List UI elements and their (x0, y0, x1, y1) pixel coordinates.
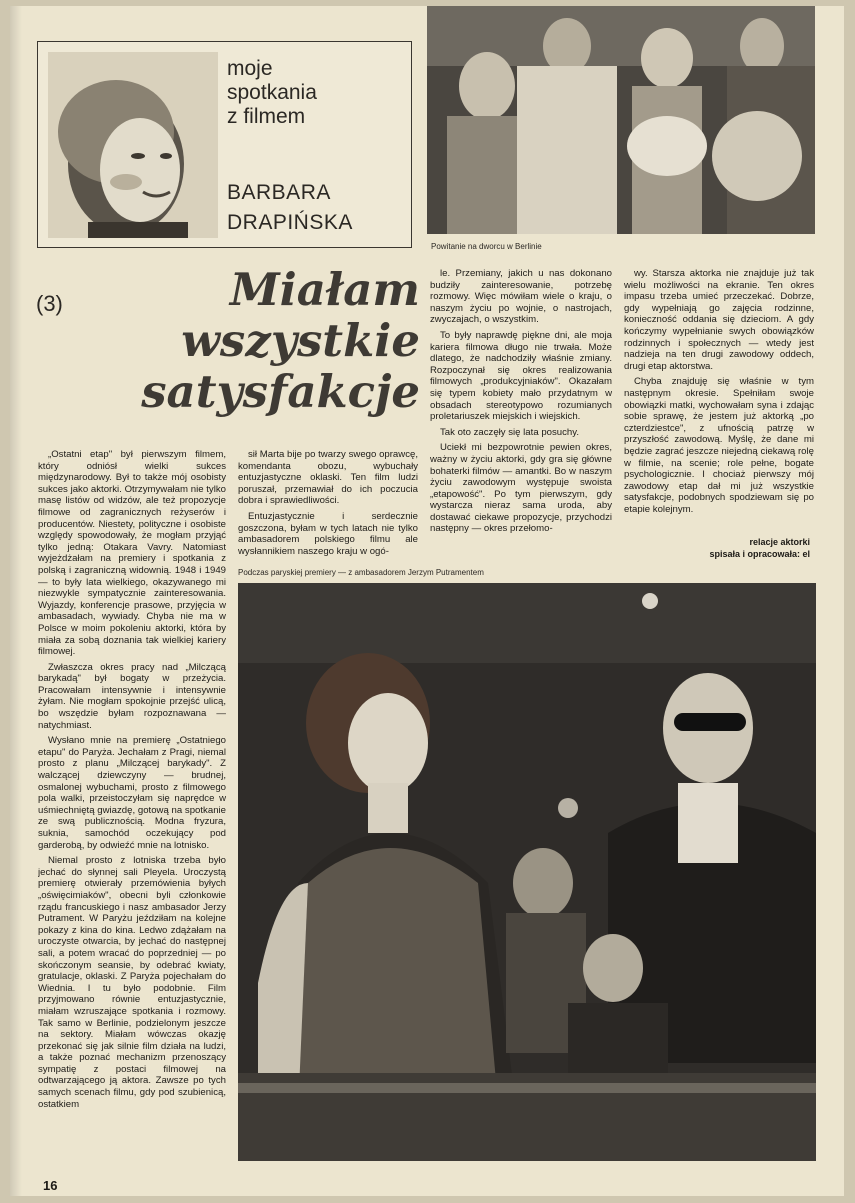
title-line: satysfakcje (141, 365, 420, 418)
series-header-box (37, 41, 412, 248)
article-column-1 (38, 449, 226, 1169)
paragraph: Zwłaszcza okres pracy nad „Milczącą barykadą" był bogaty w przeżycia. Pracowałam intensywnie i intensywnie żyłam. Nie mogłam spokojnie przejść ulicą, bo wszędzie byłam rozpoznawana — natychmiast. (38, 661, 226, 731)
top-photo-caption: Powitanie na dworcu w Berlinie (431, 242, 542, 251)
paragraph: Chyba znajduję się właśnie w tym następnym okresie. Spełniłam swoje obowiązki matki, wychowałam syna i zdając sobie sprawę, że jestem już aktorką „po czterdziestce", z ufnością patrzę w przyszłość zawodową. Myślę, że dane mi będzie zagrać jeszcze niejedną ciekawą rolę w filmie, na scenie; role pełne, bogate psychologicznie. I chociaż pierwszy mój zawodowy etap dał mi już wszystkie satysfakcje, podobnych spodziewam się po etapie kolejnym. (624, 376, 814, 515)
signature-line: spisała i opracowała: el (709, 549, 810, 559)
paragraph: le. Przemiany, jakich u nas dokonano budziły zainteresowanie, potrzebę rozmowy. Więc mówiłam wiele o kraju, o naszym życiu po wojnie, o nastrojach, zwyczajach, o wszystkim. (430, 268, 612, 326)
article-column-4 (624, 268, 814, 519)
title-line: wszystkie (181, 314, 420, 367)
paragraph: „Ostatni etap" był pierwszym filmem, który odniósł wielki sukces międzynarodowy. Był to także mój osobisty sukces jako aktorki. Otrzymywałam nie tylko masę listów od widzów, ale też propozycje filmowe od zagranicznych reżyserów i producentów. Niestety, polityczne i osobiste względy spowodowały, że mogłam przyjąć tylko jedną: Otakara Vavry. Natomiast wyjeżdżałam na premiery i spotkania z polską i zagraniczną widownią. 1948 i 1949 — to były lata wielkiego, okazywanego mi niezwykle sympatycznie zainteresowania. Wyjazdy, konferencje prasowe, przyjęcia w ambasadach, wywiady. Chyba nie ma w Polsce w moim pokoleniu aktorki, która by miała za sobą doznania tak wielkiej kariery filmowej. (38, 449, 226, 658)
paragraph: Entuzjastycznie i serdecznie goszczona, byłam w tych latach nie tylko ambasadorem polskiego filmu ale wysłannikiem naszego kraju w ogó- (238, 510, 418, 557)
part-number: (3) (36, 291, 63, 316)
signature-line: relacje aktorki (749, 537, 810, 547)
series-line: moje (227, 57, 273, 80)
paragraph: wy. Starsza aktorka nie znajduje już tak wielu możliwości na ekranie. Ten okres impasu trzeba umieć przeczekać. Dobrze, gdy wypełniają go zajęcia rodzinne, konieczność oddania się dzieciom. A gdy kończymy wypełnianie swych obowiązków rodzinnych i społecznych — wtedy jest nadzieja na ten drugi zawodowy oddech, drugi etap aktorstwa. (624, 268, 814, 372)
paragraph: Wysłano mnie na premierę „Ostatniego etapu" do Paryża. Jechałam z Pragi, niemal prosto z planu „Milczącej barykady". Z walczącej dziewczyny — brudnej, osmalonej wybuchami, prosto z filmowego pola walki, przeistoczyłam się naprędce w uśmiechniętą gwiazdę, gotową na spotkanie ze swą publicznością. Modna fryzura, suknia, samochód oczekujący pod garderobą, by odwieźć mnie na lotnisko. (38, 735, 226, 851)
magazine-page (10, 6, 844, 1196)
article-signature (630, 536, 810, 560)
author-last-name: DRAPIŃSKA (227, 211, 353, 234)
paris-premiere-photo (238, 583, 816, 1161)
series-line: z filmem (227, 105, 306, 128)
paragraph: Tak oto zaczęły się lata posuchy. (440, 426, 580, 438)
author-name (227, 178, 353, 238)
paragraph: To były naprawdę piękne dni, ale moja kariera filmowa długo nie trwała. Może dlatego, że nadchodziły właśnie zmiany. Rozpoczynał się okres realizowania filmowych „produkcyjniaków". Okazałam się typem kobiety mało przydatnym w obsadach stereotypowo rozumianych proletariuszek miejskich i wiejskich. (430, 329, 612, 423)
paragraph: sił Marta bije po twarzy swego oprawcę, komendanta obozu, wybuchały entuzjastyczne oklaski. Ten film ludzi poruszał, przemawiał do ich poczucia dobra i sprawiedliwości. (238, 449, 418, 507)
station-welcome-photo (427, 6, 815, 234)
article-column-3 (430, 268, 612, 539)
paragraph: Niemal prosto z lotniska trzeba było jechać do słynnej sali Pleyela. Uroczystą premierę otwierały przemówienia byłych „oświęcimiaków", obecni byli członkowie rządu francuskiego i nasz ambasador Jerzy Putrament. W Paryżu jeździłam na kolejne pokazy z kina do kina. Ledwo zdążałam na uroczyste otwarcia, by jechać do następnej sali, a potem wracać do poprzedniej — po skończonym seansie, by odebrać kwiaty, gratulacje, oklaski. Z Paryża pojechałam do Wiednia. I tu było podobnie. Film przyjmowano równie entuzjastycznie, miałam wzruszające spotkania i rozmowy. Tak samo w Berlinie, podzielonym jeszcze na sektory. Miałam wówczas okazję przekonać się jak silnie film działa na ludzi, a także poznać mechanizm przenoszący sympatię z postaci filmowej na odtwarzającego ją aktora. Zawsze po tych samych scenach filmu, gdy pod szubienicą, ostatkiem (38, 855, 226, 1110)
bottom-photo-caption: Podczas paryskiej premiery — z ambasadorem Jerzym Putramentem (238, 568, 484, 577)
series-line: spotkania (227, 81, 317, 104)
article-title (90, 264, 420, 417)
page-number: 16 (43, 1178, 58, 1193)
series-label (227, 57, 317, 129)
title-line: Miałam (229, 263, 420, 316)
author-first-name: BARBARA (227, 181, 331, 204)
paragraph: Uciekł mi bezpowrotnie pewien okres, ważny w życiu aktorki, gdy gra się główne bohaterki filmów — amantki. Bo w naszym życiu zawodowym występuje swoista „etapowość". Po tym pierwszym, gdy wystarcza nieraz sama uroda, aby dostawać ciekawe propozycje, przychodzi następny — okres przełomo- (430, 442, 612, 535)
page-fold-shadow (10, 6, 22, 1196)
article-column-2 (238, 449, 418, 561)
author-portrait-photo (48, 52, 218, 238)
